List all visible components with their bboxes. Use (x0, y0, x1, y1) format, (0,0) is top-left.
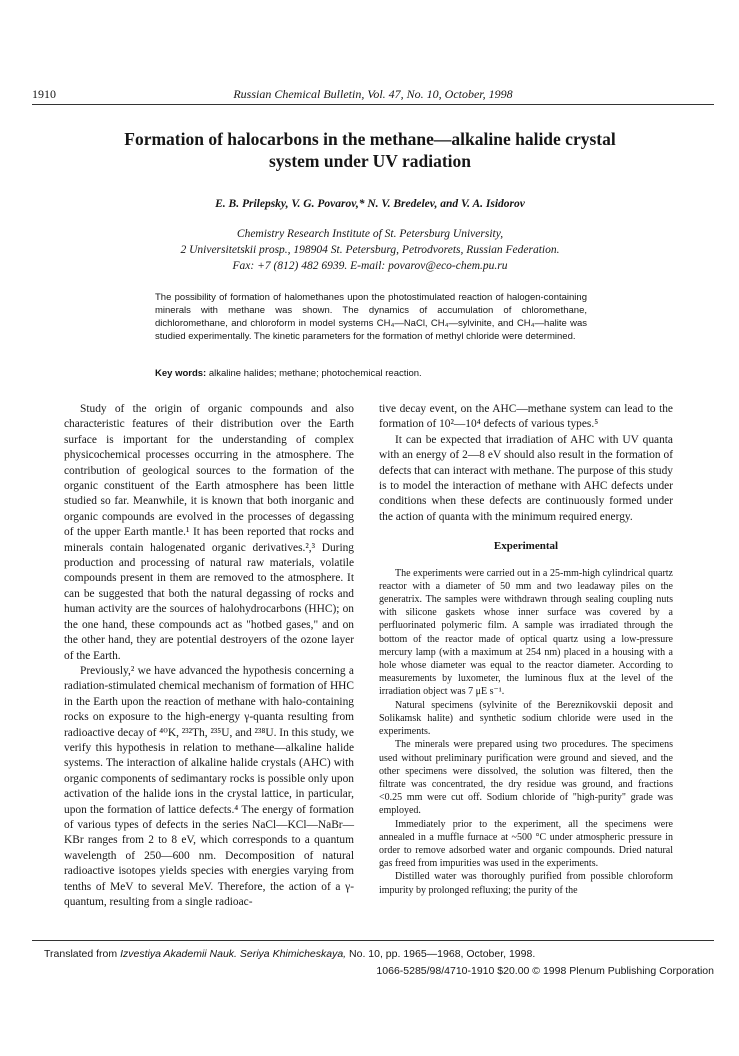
keywords-label: Key words: (155, 368, 207, 379)
experimental-section (379, 567, 673, 897)
keywords (155, 368, 587, 379)
running-head (32, 87, 714, 105)
affiliation-line: Fax: +7 (812) 482 6939. E-mail: povarov@eco-chem.pu.ru (232, 260, 508, 272)
title-line: system under UV radiation (268, 151, 472, 171)
author-list: E. B. Prilepsky, V. G. Povarov,* N. V. Bredelev, and V. A. Isidorov (215, 198, 525, 210)
body-paragraph: tive decay event, on the AHC—methane system can lead to the formation of 10²—10⁴ defects of various types.⁵ (379, 403, 673, 431)
source-journal: Izvestiya Akademii Nauk. Seriya Khimicheskaya, (120, 948, 347, 960)
abstract: The possibility of formation of halomethanes upon the photostimulated reaction of halogen-containing minerals with methane was shown. The dynamics of accumulation of chloromethane, dichloromethane, and chloroform in model systems CH₄—NaCl, CH₄—sylvinite, and CH₄—halite was studied experimentally. The kinetic parameters for the formation of methyl chloride were determined. (155, 292, 587, 342)
affiliation (40, 226, 700, 274)
source-details: No. 10, pp. 1965—1968, October, 1998. (349, 948, 536, 960)
body-paragraph: It can be expected that irradiation of AHC with UV quanta with an energy of 2—8 eV should also result in the formation of defects that can interact with methane. The purpose of this study is to model the interaction of methane with AHC defects under conditions when these defects are continuously formed under the action of quanta with the minimum required energy. (379, 433, 673, 523)
affiliation-line: Chemistry Research Institute of St. Petersburg University, (236, 228, 504, 240)
footnote (44, 946, 714, 980)
experimental-paragraph: Immediately prior to the experiment, all the specimens were annealed in a muffle furnace at ~500 °C under atmospheric pressure in order to remove adsorbed water and organic compounds. Dried natural gas freed from impurities was used in the experiments. (379, 818, 673, 870)
article-title (50, 128, 690, 172)
experimental-paragraph: The experiments were carried out in a 25-mm-high cylindrical quartz reactor with a diameter of 50 mm and two leadaway piles on the generatrix. The samples were withdrawn through sealing coupling nuts with silicone gaskets whose inner surface was covered by a perfluorinated polymeric film. A sample was irradiated through the bottom of the reactor made of optical quartz using a low-pressure mercury lamp (with a maximum at 254 nm) placed in a housing with a hole whose diameter was equal to the reactor diameter. According to measurements by luxometer, the luminous flux at the level of the irradiation object was 7 μE s⁻¹. (379, 567, 673, 698)
body-paragraph: Study of the origin of organic compounds and also characteristic features of their distribution over the Earth surface is important for the understanding of complex physicochemical processes occurring in the atmosphere. The contribution of geological sources to the formation of the organic constituent of the Earth atmosphere has been little studied so far. Meanwhile, it is known that both inorganic and organic compounds are evolved in the processes of degassing of the upper Earth mantle.¹ It has been reported that rocks and minerals contain halogenated organic derivatives.²,³ During production and processing of natural raw materials, volatile compounds present in them are removed to the atmosphere. It can be suggested that both the natural degassing of rocks and human activity are the sources of halohydrocarbons (HHC); on the one hand, these compounds act as "hotbed gases," and on the other hand, they are potential destroyers of the ozone layer of the Earth. (64, 403, 354, 662)
experimental-paragraph: The minerals were prepared using two procedures. The specimens used without preliminary purification were ground and sieved, and the other specimens were dissolved, the solution was filtered, then the filtrate was concentrated, the dry residue was ground, and fractions <0.25 mm were cut off. Sodium chloride of "high-purity" grade was employed. (379, 739, 673, 817)
journal-citation: Russian Chemical Bulletin, Vol. 47, No. 10, October, 1998 (233, 87, 513, 101)
translation-note (44, 946, 714, 963)
affiliation-line: 2 Universitetskii prosp., 198904 St. Petersburg, Petrodvorets, Russian Federation. (180, 244, 560, 256)
body-column-right (379, 402, 673, 897)
experimental-paragraph: Natural specimens (sylvinite of the Bereznikovskii deposit and Solikamsk halite) and synthetic sodium chloride were used in the experiments. (379, 699, 673, 738)
keywords-text: alkaline halides; methane; photochemical reaction. (208, 368, 422, 379)
section-heading-experimental: Experimental (493, 540, 559, 553)
translated-prefix: Translated from (44, 948, 118, 960)
experimental-paragraph: Distilled water was thoroughly purified from possible chloroform impurity by prolonged refluxing; the purity of the (379, 871, 673, 896)
body-paragraph: Previously,² we have advanced the hypothesis concerning a radiation-stimulated chemical mechanism of formation of HHC in the Earth upon the reaction of methane with halo-containing rocks on exposure to the high-energy γ-quanta resulting from radioactive decay of ⁴⁰K, ²³²Th, ²³⁵U, and ²³⁸U. In this study, we verify this hypothesis in relation to methane—alkaline halide systems. The interaction of alkaline halide crystals (AHC) with organic components of sedimantary rocks is possible only upon activation of the halide ions in the crystal lattice, in particular, upon the formation of lattice defects.⁴ The energy of formation of various types of defects in the series NaCl—KCl—NaBr—KBr ranges from 2 to 8 eV, which corresponds to a quantum wavelength of 250—600 nm. Decomposition of natural radioactive isotopes yields species with energies varying from tenths of MeV to several MeV. Therefore, the action of a γ-quantum, resulting from a single radioac- (64, 664, 354, 908)
title-line: Formation of halocarbons in the methane—alkaline halide crystal (124, 129, 616, 149)
footer-rule (32, 940, 714, 941)
header-rule (32, 104, 714, 105)
copyright-line: 1066-5285/98/4710-1910 $20.00 © 1998 Plenum Publishing Corporation (376, 965, 714, 977)
page-number: 1910 (32, 87, 56, 101)
body-column-left (64, 402, 354, 910)
